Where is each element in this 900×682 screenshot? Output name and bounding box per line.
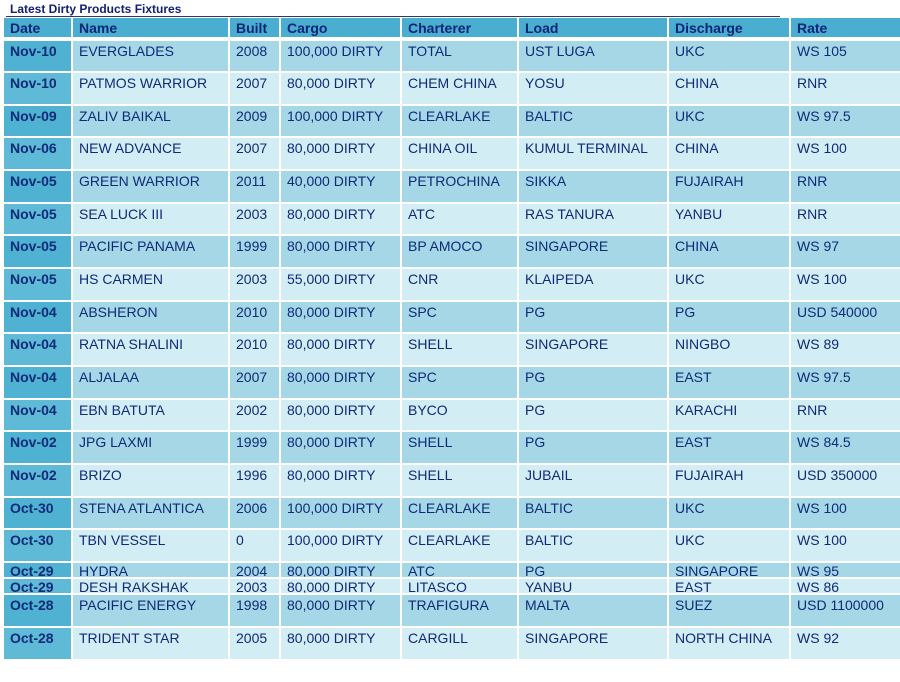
- cell-discharge: SUEZ: [669, 595, 789, 626]
- cell-rate: WS 89: [791, 334, 900, 365]
- cell-rate: WS 105: [791, 41, 900, 71]
- cell-load: KUMUL TERMINAL: [519, 138, 667, 169]
- cell-load: PG: [519, 367, 667, 398]
- cell-built: 2011: [230, 171, 279, 202]
- cell-rate: USD 350000: [791, 465, 900, 496]
- cell-name: RATNA SHALINI: [73, 334, 228, 365]
- cell-built: 2002: [230, 400, 279, 430]
- cell-discharge: FUJAIRAH: [669, 465, 789, 496]
- cell-discharge: EAST: [669, 367, 789, 398]
- cell-load: BALTIC: [519, 498, 667, 528]
- header-discharge: Discharge: [669, 18, 789, 37]
- cell-discharge: UKC: [669, 269, 789, 300]
- cell-date: Nov-10: [4, 41, 71, 71]
- cell-cargo: 80,000 DIRTY: [281, 595, 400, 626]
- cell-date: Oct-28: [4, 595, 71, 626]
- cell-name: EVERGLADES: [73, 41, 228, 71]
- cell-rate: RNR: [791, 73, 900, 104]
- cell-built: 0: [230, 530, 279, 561]
- cell-cargo: 100,000 DIRTY: [281, 498, 400, 528]
- cell-discharge: UKC: [669, 498, 789, 528]
- cell-cargo: 80,000 DIRTY: [281, 432, 400, 463]
- cell-load: PG: [519, 432, 667, 463]
- cell-built: 2008: [230, 41, 279, 71]
- header-charterer: Charterer: [402, 18, 517, 37]
- cell-rate: WS 92: [791, 628, 900, 659]
- cell-charterer: SPC: [402, 367, 517, 398]
- cell-built: 2006: [230, 498, 279, 528]
- cell-date: Nov-10: [4, 73, 71, 104]
- cell-load: YANBU: [519, 579, 667, 593]
- cell-name: SEA LUCK III: [73, 204, 228, 234]
- cell-date: Nov-09: [4, 106, 71, 136]
- cell-charterer: CLEARLAKE: [402, 530, 517, 561]
- header-load: Load: [519, 18, 667, 37]
- cell-name: PACIFIC ENERGY: [73, 595, 228, 626]
- cell-discharge: NORTH CHINA: [669, 628, 789, 659]
- cell-load: PG: [519, 563, 667, 577]
- cell-load: SINGAPORE: [519, 236, 667, 267]
- cell-charterer: CHEM CHINA: [402, 73, 517, 104]
- cell-name: TRIDENT STAR: [73, 628, 228, 659]
- cell-built: 1999: [230, 236, 279, 267]
- cell-date: Nov-02: [4, 465, 71, 496]
- fixtures-table: [4, 18, 900, 659]
- cell-rate: WS 100: [791, 269, 900, 300]
- cell-charterer: BP AMOCO: [402, 236, 517, 267]
- cell-charterer: SHELL: [402, 465, 517, 496]
- cell-name: DESH RAKSHAK: [73, 579, 228, 593]
- cell-charterer: CHINA OIL: [402, 138, 517, 169]
- cell-name: HS CARMEN: [73, 269, 228, 300]
- cell-charterer: SHELL: [402, 432, 517, 463]
- cell-load: MALTA: [519, 595, 667, 626]
- cell-rate: WS 100: [791, 138, 900, 169]
- cell-name: GREEN WARRIOR: [73, 171, 228, 202]
- cell-rate: USD 540000: [791, 302, 900, 332]
- header-name: Name: [73, 18, 228, 37]
- cell-date: Nov-04: [4, 367, 71, 398]
- cell-date: Nov-05: [4, 269, 71, 300]
- cell-load: BALTIC: [519, 530, 667, 561]
- cell-name: JPG LAXMI: [73, 432, 228, 463]
- cell-discharge: CHINA: [669, 73, 789, 104]
- cell-name: BRIZO: [73, 465, 228, 496]
- cell-cargo: 80,000 DIRTY: [281, 302, 400, 332]
- cell-built: 1998: [230, 595, 279, 626]
- cell-rate: USD 1100000: [791, 595, 900, 626]
- cell-load: RAS TANURA: [519, 204, 667, 234]
- cell-rate: WS 95: [791, 563, 900, 577]
- cell-discharge: EAST: [669, 432, 789, 463]
- cell-built: 2010: [230, 334, 279, 365]
- cell-name: ABSHERON: [73, 302, 228, 332]
- cell-rate: WS 84.5: [791, 432, 900, 463]
- cell-charterer: ATC: [402, 563, 517, 577]
- cell-date: Nov-04: [4, 400, 71, 430]
- cell-rate: WS 86: [791, 579, 900, 593]
- cell-cargo: 80,000 DIRTY: [281, 579, 400, 593]
- cell-cargo: 100,000 DIRTY: [281, 41, 400, 71]
- cell-cargo: 55,000 DIRTY: [281, 269, 400, 300]
- cell-charterer: SHELL: [402, 334, 517, 365]
- cell-load: SINGAPORE: [519, 334, 667, 365]
- cell-cargo: 80,000 DIRTY: [281, 73, 400, 104]
- cell-name: STENA ATLANTICA: [73, 498, 228, 528]
- cell-rate: WS 100: [791, 530, 900, 561]
- cell-discharge: PG: [669, 302, 789, 332]
- cell-discharge: KARACHI: [669, 400, 789, 430]
- cell-load: PG: [519, 400, 667, 430]
- cell-charterer: PETROCHINA: [402, 171, 517, 202]
- cell-load: PG: [519, 302, 667, 332]
- table-title: Latest Dirty Products Fixtures: [10, 2, 182, 16]
- cell-date: Oct-30: [4, 530, 71, 561]
- cell-date: Nov-06: [4, 138, 71, 169]
- cell-charterer: LITASCO: [402, 579, 517, 593]
- header-rate: Rate: [791, 18, 900, 37]
- cell-discharge: UKC: [669, 106, 789, 136]
- cell-load: UST LUGA: [519, 41, 667, 71]
- cell-cargo: 100,000 DIRTY: [281, 106, 400, 136]
- cell-charterer: TOTAL: [402, 41, 517, 71]
- cell-cargo: 80,000 DIRTY: [281, 334, 400, 365]
- cell-date: Nov-05: [4, 204, 71, 234]
- cell-charterer: ATC: [402, 204, 517, 234]
- header-cargo: Cargo: [281, 18, 400, 37]
- cell-charterer: CNR: [402, 269, 517, 300]
- cell-charterer: TRAFIGURA: [402, 595, 517, 626]
- cell-name: ALJALAA: [73, 367, 228, 398]
- cell-name: NEW ADVANCE: [73, 138, 228, 169]
- cell-discharge: CHINA: [669, 138, 789, 169]
- cell-date: Nov-02: [4, 432, 71, 463]
- cell-date: Oct-29: [4, 579, 71, 593]
- header-built: Built: [230, 18, 279, 37]
- cell-name: HYDRA: [73, 563, 228, 577]
- cell-discharge: FUJAIRAH: [669, 171, 789, 202]
- cell-built: 1999: [230, 432, 279, 463]
- cell-built: 2003: [230, 204, 279, 234]
- cell-cargo: 100,000 DIRTY: [281, 530, 400, 561]
- cell-rate: WS 100: [791, 498, 900, 528]
- cell-charterer: CLEARLAKE: [402, 106, 517, 136]
- cell-discharge: UKC: [669, 530, 789, 561]
- cell-date: Nov-04: [4, 334, 71, 365]
- cell-name: PATMOS WARRIOR: [73, 73, 228, 104]
- cell-rate: WS 97.5: [791, 106, 900, 136]
- cell-cargo: 80,000 DIRTY: [281, 236, 400, 267]
- cell-cargo: 80,000 DIRTY: [281, 138, 400, 169]
- cell-load: KLAIPEDA: [519, 269, 667, 300]
- cell-discharge: YANBU: [669, 204, 789, 234]
- cell-built: 1996: [230, 465, 279, 496]
- cell-discharge: NINGBO: [669, 334, 789, 365]
- cell-date: Nov-05: [4, 236, 71, 267]
- cell-name: PACIFIC PANAMA: [73, 236, 228, 267]
- cell-rate: WS 97.5: [791, 367, 900, 398]
- cell-built: 2003: [230, 269, 279, 300]
- cell-name: ZALIV BAIKAL: [73, 106, 228, 136]
- cell-discharge: CHINA: [669, 236, 789, 267]
- cell-date: Oct-29: [4, 563, 71, 577]
- title-divider: [6, 16, 780, 17]
- cell-load: BALTIC: [519, 106, 667, 136]
- cell-built: 2005: [230, 628, 279, 659]
- cell-charterer: CARGILL: [402, 628, 517, 659]
- cell-rate: WS 97: [791, 236, 900, 267]
- cell-name: TBN VESSEL: [73, 530, 228, 561]
- header-date: Date: [4, 18, 71, 37]
- cell-built: 2007: [230, 367, 279, 398]
- cell-load: SINGAPORE: [519, 628, 667, 659]
- cell-cargo: 80,000 DIRTY: [281, 400, 400, 430]
- cell-cargo: 80,000 DIRTY: [281, 465, 400, 496]
- cell-load: SIKKA: [519, 171, 667, 202]
- cell-rate: RNR: [791, 171, 900, 202]
- cell-name: EBN BATUTA: [73, 400, 228, 430]
- cell-date: Oct-28: [4, 628, 71, 659]
- cell-discharge: SINGAPORE: [669, 563, 789, 577]
- cell-cargo: 40,000 DIRTY: [281, 171, 400, 202]
- cell-cargo: 80,000 DIRTY: [281, 367, 400, 398]
- cell-rate: RNR: [791, 400, 900, 430]
- cell-discharge: EAST: [669, 579, 789, 593]
- cell-charterer: SPC: [402, 302, 517, 332]
- cell-discharge: UKC: [669, 41, 789, 71]
- cell-cargo: 80,000 DIRTY: [281, 204, 400, 234]
- cell-cargo: 80,000 DIRTY: [281, 563, 400, 577]
- cell-built: 2007: [230, 73, 279, 104]
- cell-built: 2003: [230, 579, 279, 593]
- cell-built: 2004: [230, 563, 279, 577]
- cell-charterer: BYCO: [402, 400, 517, 430]
- cell-charterer: CLEARLAKE: [402, 498, 517, 528]
- cell-date: Nov-04: [4, 302, 71, 332]
- cell-built: 2010: [230, 302, 279, 332]
- cell-built: 2007: [230, 138, 279, 169]
- cell-built: 2009: [230, 106, 279, 136]
- cell-load: YOSU: [519, 73, 667, 104]
- cell-date: Nov-05: [4, 171, 71, 202]
- cell-cargo: 80,000 DIRTY: [281, 628, 400, 659]
- cell-rate: RNR: [791, 204, 900, 234]
- cell-date: Oct-30: [4, 498, 71, 528]
- cell-load: JUBAIL: [519, 465, 667, 496]
